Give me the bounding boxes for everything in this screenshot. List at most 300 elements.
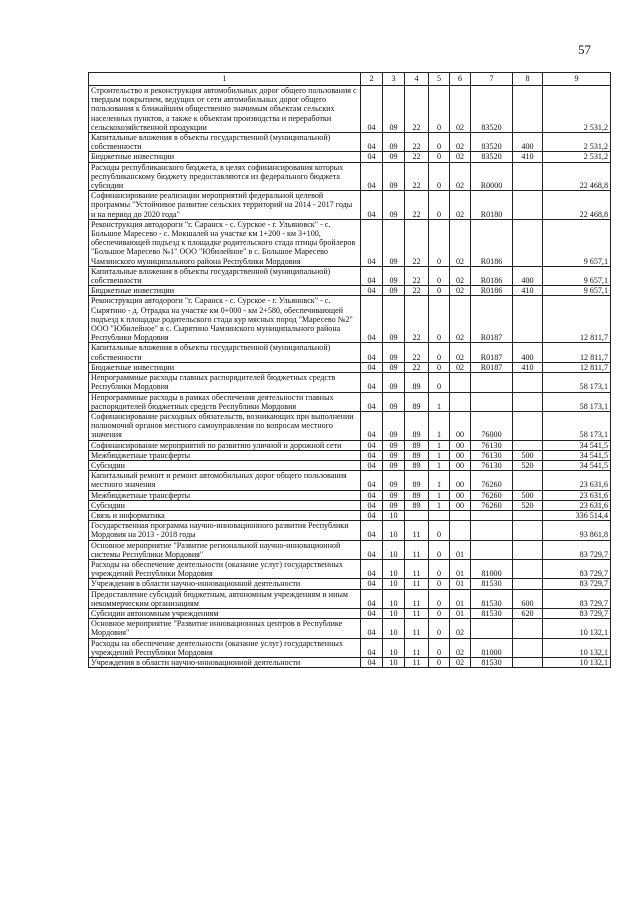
row-direction xyxy=(471,510,513,520)
row-amount: 34 541,5 xyxy=(543,460,611,470)
column-header: 1 xyxy=(89,73,361,86)
page-number: 57 xyxy=(578,42,591,57)
row-amount: 58 173,1 xyxy=(543,411,611,440)
table-row xyxy=(89,296,611,343)
row-name: Субсидии xyxy=(89,460,361,470)
row-expense-type: 400 xyxy=(513,266,543,285)
row-activity: 00 xyxy=(450,490,471,500)
row-program: 22 xyxy=(405,219,429,266)
row-subprogram: 0 xyxy=(429,162,450,191)
row-amount: 12 811,7 xyxy=(543,343,611,362)
row-expense-type xyxy=(513,219,543,266)
row-name: Строительство и реконструкция автомобильных дорог общего пользования с твердым покрытием, ведущих от сети автомобильных дорог общего пользования к ближайшим общественно значимым объектам сельских населенных пунктов, а также к объектам производства и переработки сельскохозяйственной продукции xyxy=(89,86,361,133)
row-program: 89 xyxy=(405,440,429,450)
row-subprogram: 0 xyxy=(429,133,450,152)
column-header: 4 xyxy=(405,73,429,86)
row-activity xyxy=(450,373,471,392)
row-name: Реконструкция автодороги "г. Саранск - с. Сурское - г. Ульяновск" - с. Сырятино - д. Отрадка на участке км 0+000 - км 2+580, обеспечивающей подъезд к площадке родительского стада кур мясных пород "Маресево №2" ООО "Юбилейное" в с. Сырятино Чамзинского муниципального района Республики Мордовия xyxy=(89,296,361,343)
table-row xyxy=(89,86,611,133)
row-name: Непрограммные расходы в рамках обеспечения деятельности главных распорядителей бюджетных средств Республики Мордовия xyxy=(89,392,361,411)
row-subsection: 10 xyxy=(383,638,405,657)
row-activity: 00 xyxy=(450,450,471,460)
row-amount: 83 729,7 xyxy=(543,589,611,608)
row-activity: 02 xyxy=(450,162,471,191)
row-subprogram: 0 xyxy=(429,540,450,559)
table-row xyxy=(89,152,611,162)
row-expense-type xyxy=(513,619,543,638)
row-direction: 83520 xyxy=(471,86,513,133)
row-activity: 02 xyxy=(450,266,471,285)
table-body xyxy=(89,86,611,668)
row-expense-type xyxy=(513,296,543,343)
row-program: 11 xyxy=(405,608,429,618)
row-program: 22 xyxy=(405,133,429,152)
table-row xyxy=(89,219,611,266)
row-subsection: 09 xyxy=(383,392,405,411)
row-name: Основное мероприятие "Развитие региональной научно-инновационной системы Республики Мордовия" xyxy=(89,540,361,559)
row-direction xyxy=(471,540,513,559)
row-amount: 336 514,4 xyxy=(543,510,611,520)
row-direction: 83520 xyxy=(471,133,513,152)
row-activity: 01 xyxy=(450,579,471,589)
row-amount: 22 468,8 xyxy=(543,162,611,191)
row-amount: 10 132,1 xyxy=(543,619,611,638)
row-program: 11 xyxy=(405,579,429,589)
row-name: Расходы республиканского бюджета, в целях софинансирования которых республиканскому бюджету предоставляются из федерального бюджета субсидии xyxy=(89,162,361,191)
row-direction: R0187 xyxy=(471,343,513,362)
row-program: 89 xyxy=(405,460,429,470)
row-expense-type: 600 xyxy=(513,589,543,608)
row-subprogram: 0 xyxy=(429,219,450,266)
table-row xyxy=(89,362,611,372)
row-program: 11 xyxy=(405,589,429,608)
row-subsection: 09 xyxy=(383,86,405,133)
row-activity xyxy=(450,510,471,520)
row-subsection: 10 xyxy=(383,540,405,559)
table-row xyxy=(89,411,611,440)
row-subprogram: 1 xyxy=(429,392,450,411)
row-subprogram: 0 xyxy=(429,266,450,285)
row-subprogram: 0 xyxy=(429,373,450,392)
row-section: 04 xyxy=(361,540,383,559)
row-subsection: 10 xyxy=(383,619,405,638)
row-program xyxy=(405,510,429,520)
row-direction: R0000 xyxy=(471,162,513,191)
row-name: Субсидии автономным учреждениям xyxy=(89,608,361,618)
row-section: 04 xyxy=(361,521,383,540)
table-row xyxy=(89,133,611,152)
row-subprogram: 0 xyxy=(429,638,450,657)
row-amount: 23 631,6 xyxy=(543,471,611,490)
row-subsection: 09 xyxy=(383,191,405,220)
row-activity: 02 xyxy=(450,86,471,133)
row-program: 11 xyxy=(405,657,429,667)
row-expense-type: 410 xyxy=(513,152,543,162)
row-direction: 81530 xyxy=(471,657,513,667)
row-section: 04 xyxy=(361,510,383,520)
table-row xyxy=(89,521,611,540)
row-name: Софинансирование мероприятий по развитию уличной и дорожной сети xyxy=(89,440,361,450)
row-expense-type xyxy=(513,471,543,490)
row-amount: 9 657,1 xyxy=(543,219,611,266)
row-activity: 01 xyxy=(450,540,471,559)
row-section: 04 xyxy=(361,373,383,392)
row-subprogram: 0 xyxy=(429,362,450,372)
row-section: 04 xyxy=(361,133,383,152)
row-section: 04 xyxy=(361,559,383,578)
table-row xyxy=(89,191,611,220)
row-program: 22 xyxy=(405,266,429,285)
table-row xyxy=(89,619,611,638)
row-subsection: 10 xyxy=(383,559,405,578)
row-section: 04 xyxy=(361,471,383,490)
row-amount: 12 811,7 xyxy=(543,296,611,343)
row-subprogram: 0 xyxy=(429,343,450,362)
row-section: 04 xyxy=(361,86,383,133)
row-amount: 9 657,1 xyxy=(543,266,611,285)
row-section: 04 xyxy=(361,162,383,191)
row-subsection: 09 xyxy=(383,471,405,490)
row-direction: R0186 xyxy=(471,286,513,296)
row-name: Государственная программа научно-инновационного развития Республики Мордовия на 2013 - 2018 годы xyxy=(89,521,361,540)
row-expense-type: 500 xyxy=(513,490,543,500)
row-activity: 02 xyxy=(450,619,471,638)
row-subsection: 10 xyxy=(383,589,405,608)
row-section: 04 xyxy=(361,500,383,510)
row-amount: 23 631,6 xyxy=(543,500,611,510)
row-expense-type xyxy=(513,162,543,191)
row-subprogram: 0 xyxy=(429,579,450,589)
row-section: 04 xyxy=(361,343,383,362)
row-subprogram: 1 xyxy=(429,490,450,500)
row-subsection: 09 xyxy=(383,500,405,510)
row-subprogram: 0 xyxy=(429,608,450,618)
row-subsection: 10 xyxy=(383,608,405,618)
table-row xyxy=(89,450,611,460)
row-direction: 81530 xyxy=(471,608,513,618)
table-row xyxy=(89,559,611,578)
column-header: 6 xyxy=(450,73,471,86)
row-direction xyxy=(471,619,513,638)
row-subprogram: 0 xyxy=(429,559,450,578)
row-expense-type xyxy=(513,579,543,589)
row-expense-type: 410 xyxy=(513,362,543,372)
row-amount: 83 729,7 xyxy=(543,579,611,589)
row-section: 04 xyxy=(361,152,383,162)
row-subsection: 09 xyxy=(383,152,405,162)
row-name: Основное мероприятие "Развитие инновационных центров в Республике Мордовия" xyxy=(89,619,361,638)
row-activity: 01 xyxy=(450,559,471,578)
row-amount: 2 531,2 xyxy=(543,133,611,152)
row-program: 89 xyxy=(405,450,429,460)
budget-table xyxy=(88,72,611,668)
row-activity: 02 xyxy=(450,638,471,657)
row-program: 11 xyxy=(405,619,429,638)
row-section: 04 xyxy=(361,608,383,618)
row-name: Расходы на обеспечение деятельности (оказание услуг) государственных учреждений Республики Мордовия xyxy=(89,559,361,578)
row-name: Субсидии xyxy=(89,500,361,510)
row-amount: 34 541,5 xyxy=(543,450,611,460)
row-subsection: 09 xyxy=(383,460,405,470)
row-program: 22 xyxy=(405,86,429,133)
row-activity xyxy=(450,521,471,540)
row-expense-type xyxy=(513,440,543,450)
table-row xyxy=(89,589,611,608)
row-subsection: 09 xyxy=(383,440,405,450)
row-section: 04 xyxy=(361,450,383,460)
row-subprogram: 0 xyxy=(429,152,450,162)
row-name: Софинансирование реализации мероприятий федеральной целевой программы "Устойчивое развитие сельских территорий на 2014 - 2017 годы и на период до 2020 года" xyxy=(89,191,361,220)
table-row xyxy=(89,579,611,589)
table-row xyxy=(89,392,611,411)
row-program: 89 xyxy=(405,500,429,510)
row-name: Предоставление субсидий бюджетным, автономным учреждениям и иным некоммерческим организациям xyxy=(89,589,361,608)
column-header: 9 xyxy=(543,73,611,86)
row-subsection: 09 xyxy=(383,343,405,362)
row-direction: R0187 xyxy=(471,296,513,343)
row-subprogram: 0 xyxy=(429,286,450,296)
row-direction: 76130 xyxy=(471,440,513,450)
row-name: Софинансирование расходных обязательств, возникающих при выполнении полномочий органов местного самоуправления по вопросам местного значения xyxy=(89,411,361,440)
table-row xyxy=(89,608,611,618)
row-section: 04 xyxy=(361,579,383,589)
row-name: Связь и информатика xyxy=(89,510,361,520)
row-program: 22 xyxy=(405,296,429,343)
row-amount: 58 173,1 xyxy=(543,392,611,411)
row-expense-type xyxy=(513,638,543,657)
row-subprogram: 0 xyxy=(429,657,450,667)
row-program: 89 xyxy=(405,411,429,440)
row-subprogram: 0 xyxy=(429,589,450,608)
row-activity: 02 xyxy=(450,296,471,343)
row-name: Непрограммные расходы главных распорядителей бюджетных средств Республики Мордовия xyxy=(89,373,361,392)
row-name: Учреждения в области научно-инновационной деятельности xyxy=(89,579,361,589)
row-subprogram: 0 xyxy=(429,619,450,638)
table-row xyxy=(89,657,611,667)
row-subsection: 09 xyxy=(383,286,405,296)
row-direction: 81530 xyxy=(471,589,513,608)
row-section: 04 xyxy=(361,619,383,638)
row-activity: 02 xyxy=(450,286,471,296)
row-program: 22 xyxy=(405,162,429,191)
row-name: Капитальные вложения в объекты государственной (муниципальной) собственности xyxy=(89,343,361,362)
row-direction: 76260 xyxy=(471,490,513,500)
row-program: 11 xyxy=(405,521,429,540)
row-subsection: 09 xyxy=(383,450,405,460)
table-row xyxy=(89,540,611,559)
row-subprogram: 0 xyxy=(429,191,450,220)
row-direction: 81530 xyxy=(471,579,513,589)
column-header: 8 xyxy=(513,73,543,86)
row-direction: R0187 xyxy=(471,362,513,372)
row-activity: 02 xyxy=(450,152,471,162)
row-expense-type: 520 xyxy=(513,460,543,470)
row-program: 11 xyxy=(405,638,429,657)
row-activity: 02 xyxy=(450,657,471,667)
row-name: Капитальные вложения в объекты государственной (муниципальной) собственности xyxy=(89,133,361,152)
row-program: 22 xyxy=(405,343,429,362)
row-direction xyxy=(471,521,513,540)
row-direction: 81000 xyxy=(471,638,513,657)
row-amount: 10 132,1 xyxy=(543,657,611,667)
table-row xyxy=(89,471,611,490)
row-program: 22 xyxy=(405,286,429,296)
row-direction: R0180 xyxy=(471,191,513,220)
row-section: 04 xyxy=(361,460,383,470)
row-amount: 23 631,6 xyxy=(543,490,611,500)
row-name: Учреждения в области научно-инновационной деятельности xyxy=(89,657,361,667)
row-expense-type xyxy=(513,373,543,392)
row-direction: 76260 xyxy=(471,500,513,510)
row-activity: 02 xyxy=(450,219,471,266)
row-section: 04 xyxy=(361,191,383,220)
row-subprogram: 1 xyxy=(429,460,450,470)
table-row xyxy=(89,440,611,450)
table-row xyxy=(89,510,611,520)
row-expense-type: 400 xyxy=(513,343,543,362)
row-direction: 76000 xyxy=(471,411,513,440)
row-direction: 76260 xyxy=(471,471,513,490)
row-name: Капитальный ремонт и ремонт автомобильных дорог общего пользования местного значения xyxy=(89,471,361,490)
row-subsection: 10 xyxy=(383,510,405,520)
row-expense-type xyxy=(513,540,543,559)
table-row xyxy=(89,162,611,191)
row-direction: 76130 xyxy=(471,450,513,460)
row-section: 04 xyxy=(361,638,383,657)
table-row xyxy=(89,343,611,362)
row-activity xyxy=(450,392,471,411)
row-activity: 00 xyxy=(450,500,471,510)
row-activity: 01 xyxy=(450,589,471,608)
row-subprogram: 1 xyxy=(429,500,450,510)
row-expense-type xyxy=(513,86,543,133)
row-section: 04 xyxy=(361,219,383,266)
table-row xyxy=(89,638,611,657)
row-amount: 9 657,1 xyxy=(543,286,611,296)
row-name: Межбюджетные трансферты xyxy=(89,450,361,460)
row-subsection: 09 xyxy=(383,162,405,191)
row-program: 11 xyxy=(405,540,429,559)
row-amount: 34 541,5 xyxy=(543,440,611,450)
row-expense-type xyxy=(513,392,543,411)
column-header: 3 xyxy=(383,73,405,86)
row-subprogram: 0 xyxy=(429,521,450,540)
row-program: 11 xyxy=(405,559,429,578)
row-activity: 00 xyxy=(450,460,471,470)
row-expense-type: 410 xyxy=(513,286,543,296)
row-subsection: 10 xyxy=(383,579,405,589)
row-activity: 02 xyxy=(450,343,471,362)
row-expense-type xyxy=(513,411,543,440)
row-activity: 00 xyxy=(450,471,471,490)
row-subsection: 10 xyxy=(383,521,405,540)
row-expense-type xyxy=(513,521,543,540)
row-section: 04 xyxy=(361,286,383,296)
row-program: 22 xyxy=(405,152,429,162)
row-section: 04 xyxy=(361,296,383,343)
row-direction: R0186 xyxy=(471,266,513,285)
row-program: 89 xyxy=(405,490,429,500)
table-row xyxy=(89,373,611,392)
column-header: 7 xyxy=(471,73,513,86)
row-subprogram: 0 xyxy=(429,86,450,133)
row-direction: 81000 xyxy=(471,559,513,578)
row-amount: 10 132,1 xyxy=(543,638,611,657)
row-activity: 02 xyxy=(450,133,471,152)
table-row xyxy=(89,266,611,285)
row-activity: 02 xyxy=(450,191,471,220)
row-subsection: 09 xyxy=(383,266,405,285)
row-subprogram: 1 xyxy=(429,440,450,450)
row-expense-type xyxy=(513,510,543,520)
row-subsection: 09 xyxy=(383,490,405,500)
row-amount: 83 729,7 xyxy=(543,540,611,559)
table-row xyxy=(89,460,611,470)
row-name: Бюджетные инвестиции xyxy=(89,286,361,296)
row-amount: 58 173,1 xyxy=(543,373,611,392)
row-activity: 02 xyxy=(450,362,471,372)
row-subprogram xyxy=(429,510,450,520)
row-direction: R0186 xyxy=(471,219,513,266)
row-section: 04 xyxy=(361,411,383,440)
row-program: 89 xyxy=(405,373,429,392)
row-program: 89 xyxy=(405,471,429,490)
row-subsection: 10 xyxy=(383,657,405,667)
row-amount: 2 531,2 xyxy=(543,152,611,162)
row-name: Капитальные вложения в объекты государственной (муниципальной) собственности xyxy=(89,266,361,285)
row-subsection: 09 xyxy=(383,411,405,440)
row-direction: 76130 xyxy=(471,460,513,470)
column-header: 2 xyxy=(361,73,383,86)
row-name: Расходы на обеспечение деятельности (оказание услуг) государственных учреждений Республики Мордовия xyxy=(89,638,361,657)
row-amount: 22 468,8 xyxy=(543,191,611,220)
row-amount: 93 861,8 xyxy=(543,521,611,540)
row-subsection: 09 xyxy=(383,219,405,266)
row-activity: 00 xyxy=(450,440,471,450)
row-subprogram: 1 xyxy=(429,450,450,460)
row-section: 04 xyxy=(361,589,383,608)
row-section: 04 xyxy=(361,362,383,372)
table-row xyxy=(89,286,611,296)
row-amount: 12 811,7 xyxy=(543,362,611,372)
table-row xyxy=(89,490,611,500)
row-section: 04 xyxy=(361,490,383,500)
row-section: 04 xyxy=(361,392,383,411)
row-program: 89 xyxy=(405,392,429,411)
row-subsection: 09 xyxy=(383,296,405,343)
row-name: Бюджетные инвестиции xyxy=(89,152,361,162)
row-section: 04 xyxy=(361,266,383,285)
table-row xyxy=(89,500,611,510)
row-amount: 83 729,7 xyxy=(543,608,611,618)
row-expense-type xyxy=(513,191,543,220)
row-expense-type xyxy=(513,657,543,667)
row-amount: 2 531,2 xyxy=(543,86,611,133)
row-subprogram: 0 xyxy=(429,296,450,343)
table-header-row xyxy=(89,73,611,86)
row-subprogram: 1 xyxy=(429,471,450,490)
row-expense-type xyxy=(513,559,543,578)
row-program: 22 xyxy=(405,191,429,220)
row-subprogram: 1 xyxy=(429,411,450,440)
row-section: 04 xyxy=(361,440,383,450)
row-activity: 00 xyxy=(450,411,471,440)
row-subsection: 09 xyxy=(383,373,405,392)
row-activity: 01 xyxy=(450,608,471,618)
row-program: 22 xyxy=(405,362,429,372)
row-expense-type: 520 xyxy=(513,500,543,510)
row-direction xyxy=(471,373,513,392)
